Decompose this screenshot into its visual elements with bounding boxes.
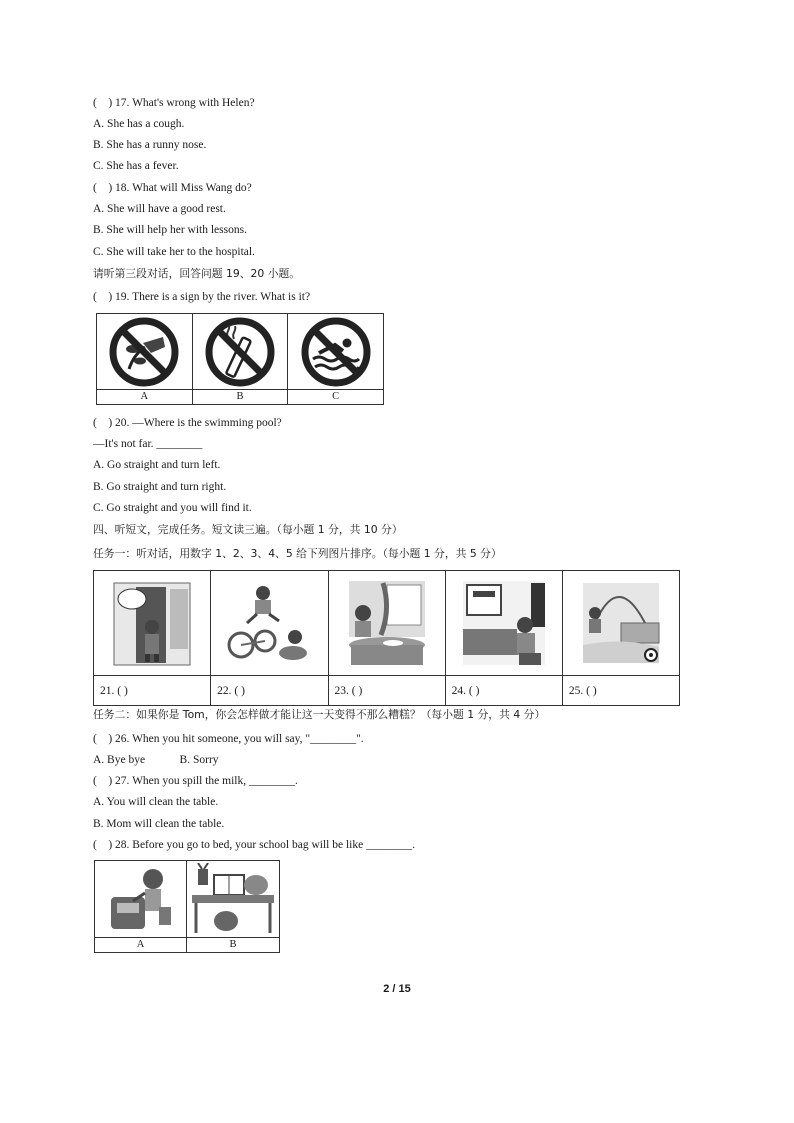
no-smoking-icon xyxy=(201,317,279,387)
question-18-option-b: B. She will help her with lessons. xyxy=(93,224,247,236)
section-four-heading: 四、听短文，完成任务。短文读三遍。（每小题 1 分，共 10 分） xyxy=(93,523,403,536)
sign-label-b: B xyxy=(192,390,288,405)
question-20-option-b: B. Go straight and turn right. xyxy=(93,481,227,493)
question-20-reply: —It's not far. ________ xyxy=(93,438,203,450)
instruction-19-20: 请听第三段对话，回答问题 19、20 小题。 xyxy=(93,267,301,280)
question-28-stem: ( ) 28. Before you go to bed, your school bag will be like ________. xyxy=(93,839,415,851)
order-blank-23[interactable]: 23. ( ) xyxy=(328,676,445,706)
sign-cell-b xyxy=(192,314,288,390)
no-picking-flowers-icon xyxy=(105,317,183,387)
question-20-stem: ( ) 20. —Where is the swimming pool? xyxy=(93,417,282,429)
question-26-stem: ( ) 26. When you hit someone, you will say, "________". xyxy=(93,733,364,745)
question-17-stem: ( ) 17. What's wrong with Helen? xyxy=(93,97,255,109)
picture-cell-22 xyxy=(211,571,328,676)
task-one-instruction: 任务一：听对话，用数字 1、2、3、4、5 给下列图片排序。（每小题 1 分，共 5 分） xyxy=(93,547,502,560)
order-blank-25[interactable]: 25. ( ) xyxy=(562,676,679,706)
question-26-options: A. Bye bye B. Sorry xyxy=(93,754,219,766)
bag-label-a: A xyxy=(95,938,187,953)
sign-label-a: A xyxy=(97,390,193,405)
bag-label-b: B xyxy=(187,938,280,953)
order-blank-21[interactable]: 21. ( ) xyxy=(94,676,211,706)
task-two-instruction: 任务二：如果你是 Tom，你会怎样做才能让这一天变得不那么糟糕？（每小题 1 分，共 4 分） xyxy=(93,708,546,721)
spilled-milk-picture xyxy=(347,579,427,667)
bag-cell-b xyxy=(187,861,280,938)
question-27-stem: ( ) 27. When you spill the milk, ________. xyxy=(93,775,298,787)
tidy-school-bag-picture xyxy=(101,863,181,935)
bag-cell-a xyxy=(95,861,187,938)
sign-choice-table xyxy=(96,313,384,405)
page-number: 2 / 15 xyxy=(383,983,411,995)
question-20-option-a: A. Go straight and turn left. xyxy=(93,459,221,471)
ordering-picture-table xyxy=(93,570,680,706)
no-swimming-icon xyxy=(297,317,375,387)
question-27-option-b: B. Mom will clean the table. xyxy=(93,818,225,830)
messy-desk-picture xyxy=(190,863,276,935)
question-19-stem: ( ) 19. There is a sign by the river. What is it? xyxy=(93,291,311,303)
question-17-option-b: B. She has a runny nose. xyxy=(93,139,207,151)
school-bag-choice-table xyxy=(94,860,280,953)
boy-at-door-picture xyxy=(112,579,192,667)
football-playground-picture xyxy=(581,579,661,667)
picture-cell-21 xyxy=(94,571,211,676)
sign-cell-c xyxy=(288,314,384,390)
order-blank-24[interactable]: 24. ( ) xyxy=(445,676,562,706)
picture-cell-24 xyxy=(445,571,562,676)
order-blank-22[interactable]: 22. ( ) xyxy=(211,676,328,706)
question-20-option-c: C. Go straight and you will find it. xyxy=(93,502,252,514)
sign-cell-a xyxy=(97,314,193,390)
sign-label-c: C xyxy=(288,390,384,405)
picture-cell-23 xyxy=(328,571,445,676)
boy-at-desk-picture xyxy=(461,579,547,667)
question-27-option-a: A. You will clean the table. xyxy=(93,796,219,808)
question-18-stem: ( ) 18. What will Miss Wang do? xyxy=(93,182,252,194)
question-17-option-c: C. She has a fever. xyxy=(93,160,179,172)
picture-cell-25 xyxy=(562,571,679,676)
bike-accident-picture xyxy=(223,579,315,667)
question-18-option-c: C. She will take her to the hospital. xyxy=(93,246,255,258)
question-18-option-a: A. She will have a good rest. xyxy=(93,203,226,215)
question-17-option-a: A. She has a cough. xyxy=(93,118,185,130)
